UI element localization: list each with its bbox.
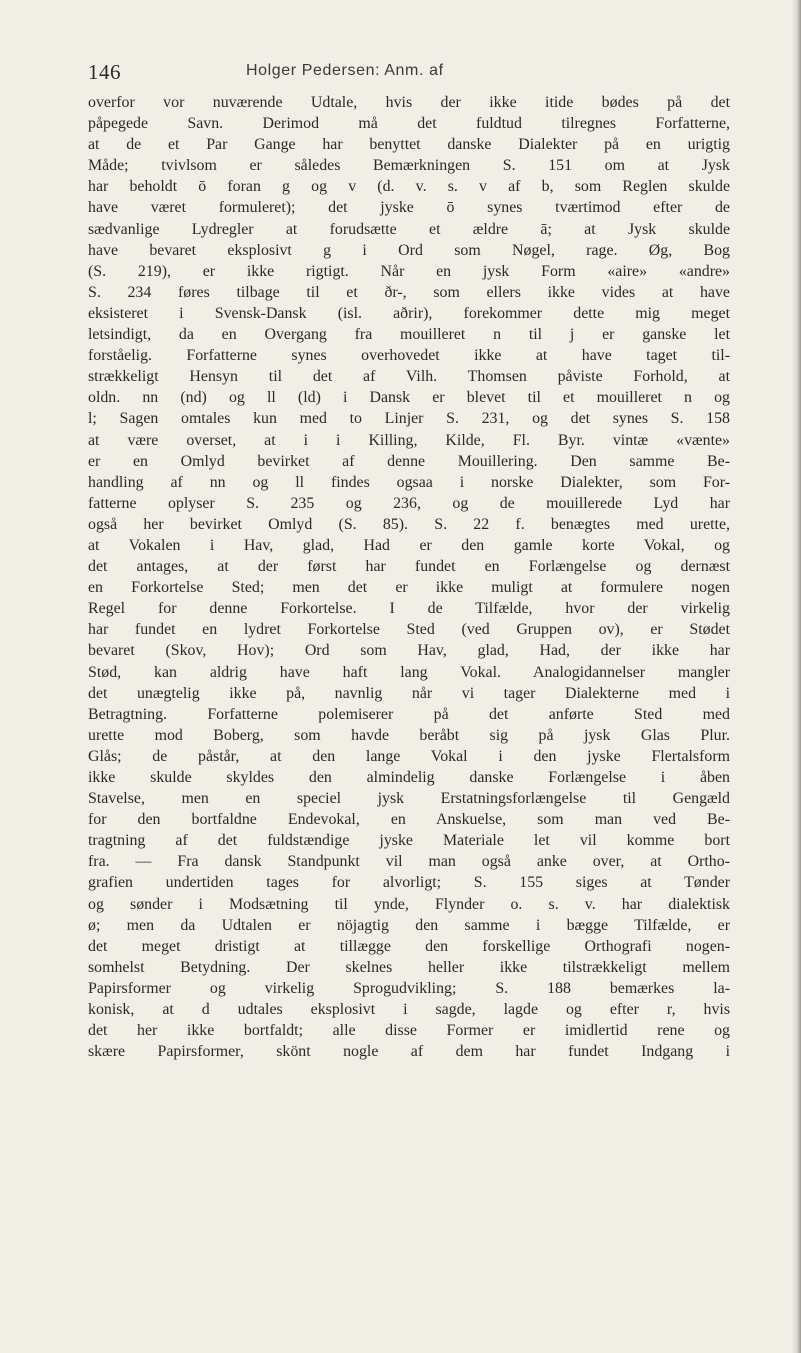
text-line: har beholdt ō foran g og v (d. v. s. v af b, som Reglen skulde: [88, 178, 730, 196]
text-line: påpegede Savn. Derimod må det fuldtud tilregnes Forfatterne,: [88, 115, 730, 133]
text-line: fra. — Fra dansk Standpunkt vil man også anke over, at Ortho-: [88, 853, 730, 871]
text-line: også her bevirket Omlyd (S. 85). S. 22 f. benægtes med urette,: [88, 515, 730, 533]
text-line: har fundet en lydret Forkortelse Sted (ved Gruppen ov), er Stødet: [88, 621, 730, 639]
text-line: somhelst Betydning. Der skelnes heller ikke tilstrækkeligt mellem: [88, 958, 730, 976]
text-line: at de et Par Gange har benyttet danske Dialekter på en urigtig: [88, 136, 730, 154]
page-header: [88, 60, 728, 86]
text-line: l; Sagen omtales kun med to Linjer S. 231, og det synes S. 158: [88, 410, 730, 428]
text-line: Regel for denne Forkortelse. I de Tilfælde, hvor der virkelig: [88, 600, 730, 618]
text-line: ø; men da Udtalen er nöjagtig den samme i bægge Tilfælde, er: [88, 916, 730, 934]
text-line: handling af nn og ll findes ogsaa i norske Dialekter, som For-: [88, 473, 730, 491]
text-line: Glås; de påstår, at den lange Vokal i den jyske Flertalsform: [88, 747, 730, 765]
text-line: Måde; tvivlsom er således Bemærkningen S. 151 om at Jysk: [88, 157, 730, 175]
text-line: og sønder i Modsætning til ynde, Flynder o. s. v. har dialektisk: [88, 895, 730, 913]
text-line: have været formuleret); det jyske ō synes tværtimod efter de: [88, 199, 730, 217]
text-line: er en Omlyd bevirket af denne Mouillering. Den samme Be-: [88, 452, 730, 470]
text-line: have bevaret eksplosivt g i Ord som Nøgel, rage. Øg, Bog: [88, 241, 730, 259]
text-line: S. 234 føres tilbage til et ðr-, som ellers ikke vides at have: [88, 283, 730, 301]
text-line: Stød, kan aldrig have haft lang Vokal. Analogidannelser mangler: [88, 663, 730, 681]
text-line: en Forkortelse Sted; men det er ikke muligt at formulere nogen: [88, 579, 730, 597]
text-line: urette mod Boberg, som havde beråbt sig på jysk Glas Plur.: [88, 726, 730, 744]
text-line: Papirsformer og virkelig Sprogudvikling; S. 188 bemærkes la-: [88, 979, 730, 997]
text-line: eksisteret i Svensk-Dansk (isl. aðrir), forekommer dette mig meget: [88, 304, 730, 322]
text-line: tragtning af det fuldstændige jyske Materiale let vil komme bort: [88, 832, 730, 850]
text-line: det meget dristigt at tillægge den forskellige Orthografi nogen-: [88, 937, 730, 955]
text-line: (S. 219), er ikke rigtigt. Når en jysk Form «aire» «andre»: [88, 262, 730, 280]
text-line: for den bortfaldne Endevokal, en Anskuelse, som man ved Be-: [88, 811, 730, 829]
running-head: Holger Pedersen: Anm. af: [246, 62, 444, 79]
text-line: forståelig. Forfatterne synes overhovedet ikke at have taget til-: [88, 347, 730, 365]
text-line: overfor vor nuværende Udtale, hvis der ikke itide bødes på det: [88, 94, 730, 111]
text-line: grafien undertiden tages for alvorligt; S. 155 siges at Tønder: [88, 874, 730, 892]
text-line: at Vokalen i Hav, glad, Had er den gamle korte Vokal, og: [88, 536, 730, 554]
text-line: det unægtelig ikke på, navnlig når vi tager Dialekterne med i: [88, 684, 730, 702]
text-line: ikke skulde skyldes den almindelig danske Forlængelse i åben: [88, 769, 730, 786]
text-line: strækkeligt Hensyn til det af Vilh. Thomsen påviste Forhold, at: [88, 368, 730, 386]
text-line: at være overset, at i i Killing, Kilde, Fl. Byr. vintæ «vænte»: [88, 431, 730, 449]
text-line: Betragtning. Forfatterne polemiserer på det anførte Sted med: [88, 705, 730, 723]
text-line: skære Papirsformer, skönt nogle af dem har fundet Indgang i: [88, 1043, 730, 1061]
text-line: bevaret (Skov, Hov); Ord som Hav, glad, Had, der ikke har: [88, 642, 730, 660]
text-line: sædvanlige Lydregler at forudsætte et ældre ā; at Jysk skulde: [88, 220, 730, 238]
text-line: fatterne oplyser S. 235 og 236, og de mouillerede Lyd har: [88, 494, 730, 512]
text-line: det her ikke bortfaldt; alle disse Former er imidlertid rene og: [88, 1022, 730, 1040]
page-edge-shadow: [791, 0, 801, 1353]
body-text: [88, 92, 730, 1062]
text-line: letsindigt, da en Overgang fra mouilleret n til j er ganske let: [88, 326, 730, 344]
text-line: oldn. nn (nd) og ll (ld) i Dansk er blevet til et mouilleret n og: [88, 389, 730, 407]
text-line: Stavelse, men en speciel jysk Erstatningsforlængelse til Gengæld: [88, 790, 730, 808]
page-number: 146: [88, 60, 121, 84]
text-line: konisk, at d udtales eksplosivt i sagde, lagde og efter r, hvis: [88, 1001, 730, 1019]
text-line: det antages, at der først har fundet en Forlængelse og dernæst: [88, 558, 730, 576]
